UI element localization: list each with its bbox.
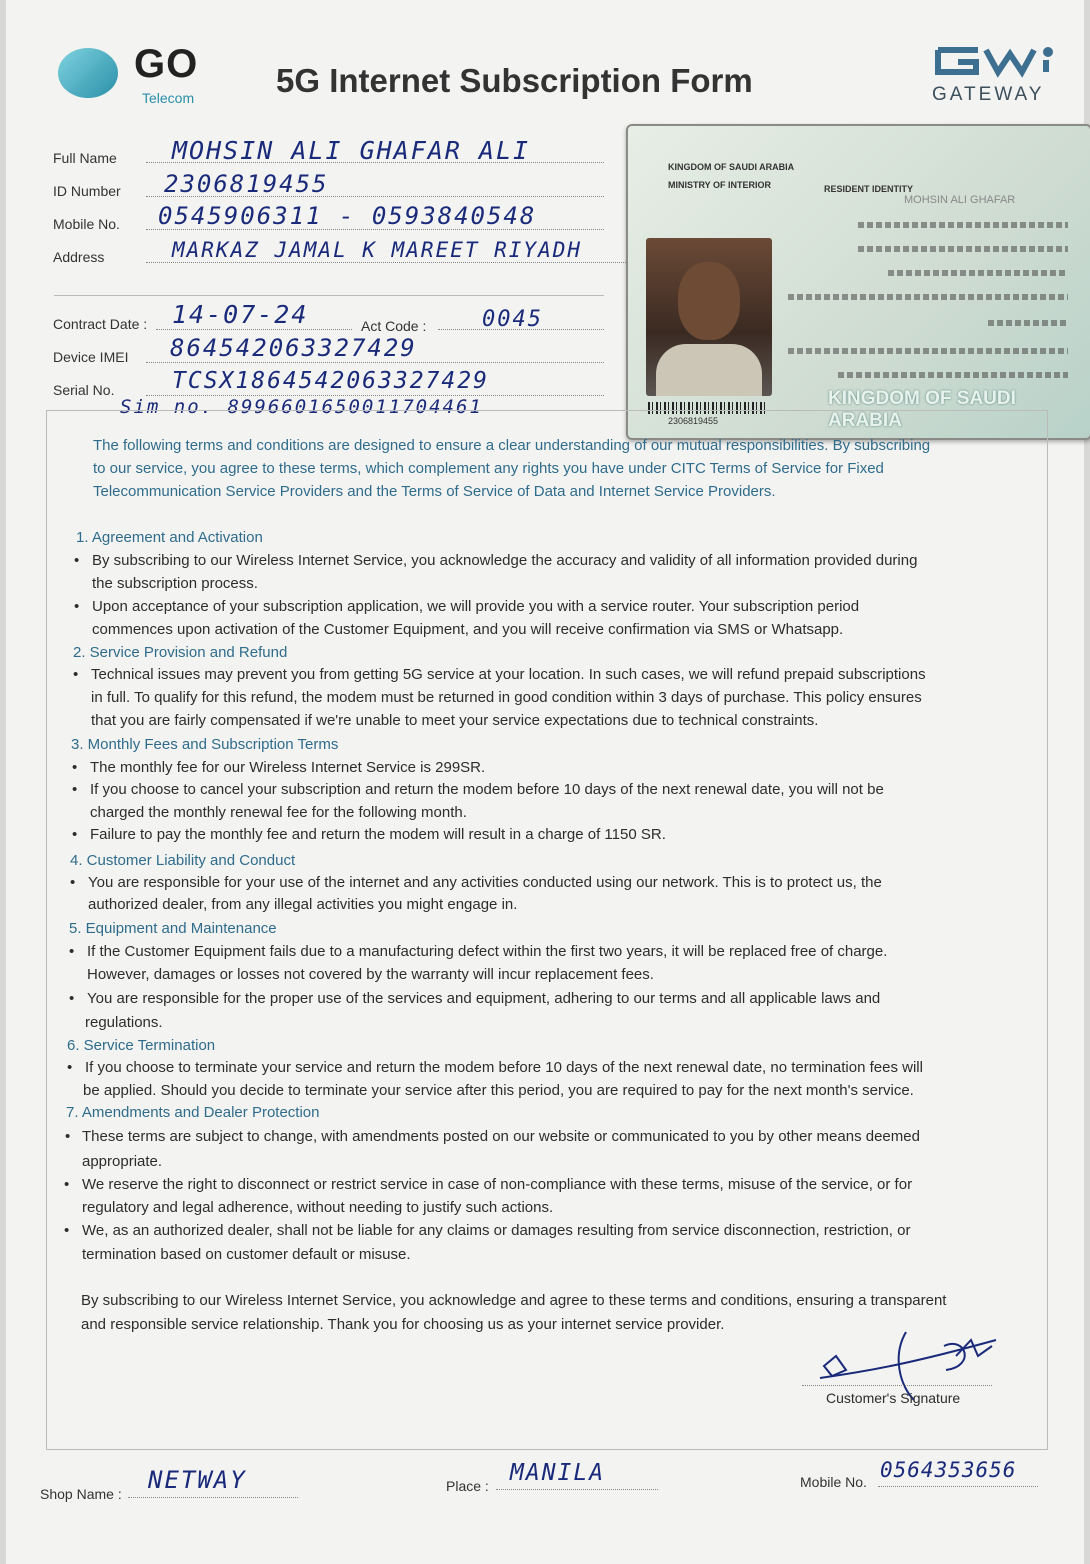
term-line: However, damages or losses not covered by the warranty will incur replacement fees. (87, 966, 654, 983)
gateway-logo-icon (928, 42, 1062, 82)
imei-value: 864542063327429 (170, 334, 417, 362)
bullet-dot: • (69, 943, 75, 960)
term-line: By subscribing to our Wireless Internet Service, you acknowledge the accuracy and validity of all information provided during (92, 552, 918, 569)
bullet-dot: • (69, 990, 75, 1007)
bullet-dot: • (70, 874, 76, 891)
address-value: MARKAZ JAMAL K MAREET RIYADH (172, 238, 583, 262)
shop-name-line (128, 1497, 298, 1498)
act-code-value: 0045 (482, 307, 543, 332)
place-line (496, 1489, 658, 1490)
footer-mobile-line (878, 1486, 1038, 1487)
intro-line: Telecommunication Service Providers and the Terms of Service of Data and Internet Service Providers. (93, 483, 776, 500)
bullet-dot: • (74, 552, 80, 569)
term-line: commences upon activation of the Customer Equipment, and you will receive confirmation via SMS or Whatsapp. (92, 621, 844, 638)
address-line (146, 262, 626, 263)
footer-mobile-label: Mobile No. (800, 1474, 867, 1490)
term-line: regulations. (85, 1014, 163, 1031)
contract-date-label: Contract Date : (53, 316, 148, 332)
bullet-dot: • (65, 1128, 71, 1145)
bullet-dot: • (72, 781, 78, 798)
closing-line: By subscribing to our Wireless Internet Service, you acknowledge and agree to these terms and conditions, ensuring a transparent (81, 1292, 947, 1309)
term-line: be applied. Should you decide to terminate your service after this period, you are required to pay for the next month's service. (83, 1082, 914, 1099)
id-card-country: KINGDOM OF SAUDI ARABIA (668, 162, 795, 172)
term-line: Technical issues may prevent you from getting 5G service at your location. In such cases, we will refund prepaid subscriptions (91, 666, 926, 683)
id-card-arabic-line (988, 320, 1068, 326)
term-line: The monthly fee for our Wireless Internet Service is 299SR. (90, 759, 486, 776)
term-line: If the Customer Equipment fails due to a manufacturing defect within the first two years, it will be replaced free of charge. (87, 943, 888, 960)
sim-value: Sim no. 8996601650011704461 (120, 396, 483, 418)
id-card-photo (646, 238, 772, 396)
gateway-logo (928, 42, 1068, 112)
go-logo-text: GO (134, 42, 199, 86)
photo-shirt (656, 344, 762, 396)
serial-label: Serial No. (53, 382, 115, 398)
id-card-arabic-line (788, 348, 1068, 354)
term-line: in full. To qualify for this refund, the modem must be returned in good condition within 3 days of purchase. This policy ensures (91, 689, 922, 706)
serial-value: TCSX1864542063327429 (172, 368, 489, 394)
term-line: We reserve the right to disconnect or restrict service in case of non-compliance with these terms, misuse of the service, or for (82, 1176, 913, 1193)
section-title: 3. Monthly Fees and Subscription Terms (71, 736, 339, 753)
term-line: termination based on customer default or misuse. (82, 1246, 411, 1263)
intro-line: to our service, you agree to these terms, which complement any rights you have under CITC Terms of Service for Fixed (93, 460, 884, 477)
section-title: 4. Customer Liability and Conduct (70, 852, 296, 869)
intro-line: The following terms and conditions are designed to ensure a clear understanding of our mutual responsibilities. By subscribing (93, 437, 931, 454)
bullet-dot: • (72, 826, 78, 843)
gateway-logo-sub: GATEWAY (932, 84, 1045, 105)
shop-name-value: NETWAY (148, 1466, 247, 1494)
mobile-value: 0545906311 - 0593840548 (158, 202, 537, 230)
contract-date-value: 14-07-24 (172, 300, 309, 329)
id-label: ID Number (53, 183, 121, 199)
signature-line (802, 1385, 992, 1386)
id-card-arabic-line (838, 372, 1068, 378)
shop-name-label: Shop Name : (40, 1486, 122, 1502)
bullet-dot: • (64, 1222, 70, 1239)
footer-mobile-value: 0564353656 (880, 1458, 1017, 1482)
section-title: 7. Amendments and Dealer Protection (66, 1104, 320, 1121)
term-line: You are responsible for the proper use of the services and equipment, adhering to our terms and all applicable laws and (87, 990, 881, 1007)
contract-date-line (156, 329, 352, 330)
id-card-name: MOHSIN ALI GHAFAR (904, 194, 1016, 206)
section-title: 1. Agreement and Activation (76, 529, 263, 546)
full-name-value: MOHSIN ALI GHAFAR ALI (172, 136, 531, 165)
id-card-arabic-line (858, 222, 1068, 228)
go-logo-icon (58, 48, 118, 98)
address-line-2 (54, 295, 604, 296)
term-line: You are responsible for your use of the internet and any activities conducted using our network. This is to protect us, the (88, 874, 882, 891)
full-name-label: Full Name (53, 150, 117, 166)
imei-line (146, 362, 604, 363)
signature-label: Customer's Signature (826, 1390, 961, 1406)
form-page (6, 0, 1084, 1564)
id-card-type: RESIDENT IDENTITY (824, 184, 914, 194)
id-card-arabic-line (858, 246, 1068, 252)
section-title: 2. Service Provision and Refund (73, 644, 288, 661)
place-value: MANILA (510, 1460, 606, 1486)
act-code-label: Act Code : (361, 318, 427, 334)
term-line: regulatory and legal adherence, without needing to justify such actions. (82, 1199, 554, 1216)
mobile-label: Mobile No. (53, 216, 120, 232)
term-line: If you choose to cancel your subscription and return the modem before 10 days of the next renewal date, you will not be (90, 781, 884, 798)
address-label: Address (53, 249, 105, 265)
section-title: 6. Service Termination (67, 1037, 216, 1054)
term-line: We, as an authorized dealer, shall not be liable for any claims or damages resulting from service disconnection, restriction, or (82, 1222, 911, 1239)
section-title: 5. Equipment and Maintenance (69, 920, 277, 937)
bullet-dot: • (64, 1176, 70, 1193)
id-card-arabic-line (788, 294, 1068, 300)
imei-label: Device IMEI (53, 349, 129, 365)
term-line: If you choose to terminate your service and return the modem before 10 days of the next renewal date, no termination fees will (85, 1059, 923, 1076)
go-telecom-logo (54, 40, 224, 110)
photo-face (678, 262, 740, 340)
form-header (6, 0, 1084, 130)
id-card-footer: KINGDOM OF SAUDI ARABIA (828, 388, 1016, 431)
term-line: Upon acceptance of your subscription application, we will provide you with a service router. Your subscription period (92, 598, 860, 615)
term-line: that you are fairly compensated if we're unable to meet your service expectations due to technical constraints. (91, 712, 819, 729)
term-line: Failure to pay the monthly fee and return the modem will result in a charge of 1150 SR. (90, 826, 666, 843)
id-card-number: 2306819455 (668, 416, 719, 426)
term-line: These terms are subject to change, with amendments posted on our website or communicated to you by other means deemed (82, 1128, 920, 1145)
id-value: 2306819455 (164, 170, 329, 198)
id-card-ministry: MINISTRY OF INTERIOR (668, 180, 772, 190)
id-card-image (626, 124, 1090, 440)
closing-line: and responsible service relationship. Thank you for choosing us as your internet service provider. (81, 1316, 725, 1333)
id-card-arabic-line (888, 270, 1068, 276)
bullet-dot: • (67, 1059, 73, 1076)
bullet-dot: • (72, 759, 78, 776)
place-label: Place : (446, 1478, 489, 1494)
form-title: 5G Internet Subscription Form (276, 62, 753, 99)
bullet-dot: • (73, 666, 79, 683)
bullet-dot: • (74, 598, 80, 615)
term-line: charged the monthly renewal fee for the following month. (90, 804, 467, 821)
term-line: authorized dealer, from any illegal activities you might engage in. (88, 896, 518, 913)
term-line: the subscription process. (92, 575, 258, 592)
go-logo-sub: Telecom (142, 90, 195, 106)
term-line: appropriate. (82, 1153, 163, 1170)
